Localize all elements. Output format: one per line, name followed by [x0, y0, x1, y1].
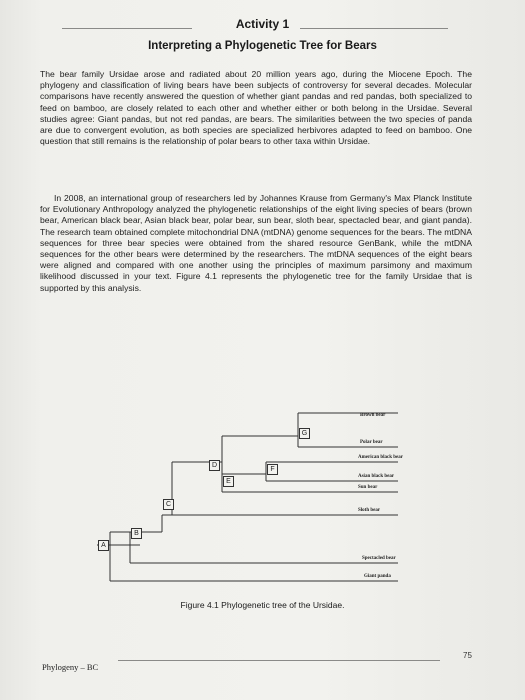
- node-e: E: [223, 476, 234, 487]
- label-giant-panda: Giant panda: [364, 574, 391, 579]
- figure-caption: Figure 4.1 Phylogenetic tree of the Ursidae.: [180, 600, 345, 610]
- paragraph-1: [40, 69, 472, 147]
- activity-title: Activity 1: [235, 17, 290, 31]
- label-american-black-bear: American black bear: [358, 455, 403, 460]
- node-f: F: [267, 464, 278, 475]
- paragraph-2-text: In 2008, an international group of researchers led by Johannes Krause from Germany's Max Planck Institute for Evolutionary Anthropology analyzed the phylogenetic relationships of the eight living species of bears (brown bear, American black bear, Asian black bear, polar bear, sun bear, sloth bear, spectacled bear, and giant panda). The research team obtained complete mitochondrial DNA (mtDNA) genome sequences for the bears. The mtDNA sequences for three bear species were obtained from the shared resource GenBank, while the mtDNA sequences for the other bears were determined by the researchers. The mtDNA sequences of the eight bears were aligned and compared with one another using the principles of maximum parsimony and maximum likelihood discussed in your text. Figure 4.1 represents the phylogenetic tree for the family Ursidae that is supported by this analysis.: [40, 193, 472, 293]
- header-rule-right: [300, 28, 448, 29]
- page-number: 75: [463, 651, 472, 660]
- activity-subtitle: Interpreting a Phylogenetic Tree for Bears: [148, 40, 377, 52]
- label-sloth-bear: Sloth bear: [358, 508, 381, 513]
- footer-section: Phylogeny – BC: [42, 662, 99, 672]
- label-spectacled-bear: Spectacled bear: [362, 556, 396, 561]
- label-polar-bear: Polar bear: [360, 440, 383, 445]
- footer-rule: [118, 660, 440, 661]
- label-asian-black-bear: Asian black bear: [358, 474, 395, 479]
- node-a: A: [98, 540, 109, 551]
- node-g: G: [299, 428, 310, 439]
- paragraph-1-text: The bear family Ursidae arose and radiated about 20 million years ago, during the Miocene Epoch. The phylogeny and classification of living bears have been subjects of controversy for several decades. Molecular comparisons have recently answered the question of whether giant pandas and red pandas, both specialized to feed on bamboo, are closely related to each other and whether either or both belong in the Ursidae. Several studies agree: Giant pandas, but not red pandas, are bears. The similarities between the two species of panda are due to convergent evolution, as both species are specialized herbivores adapted to feed on bamboo. One question that still remains is the relationship of polar bears to other taxa within Ursidae.: [40, 69, 472, 147]
- node-d: D: [209, 460, 220, 471]
- node-c: C: [163, 499, 174, 510]
- paragraph-2: [40, 193, 472, 294]
- node-b: B: [131, 528, 142, 539]
- label-sun-bear: Sun bear: [358, 485, 378, 490]
- label-brown-bear: Brown bear: [360, 413, 386, 418]
